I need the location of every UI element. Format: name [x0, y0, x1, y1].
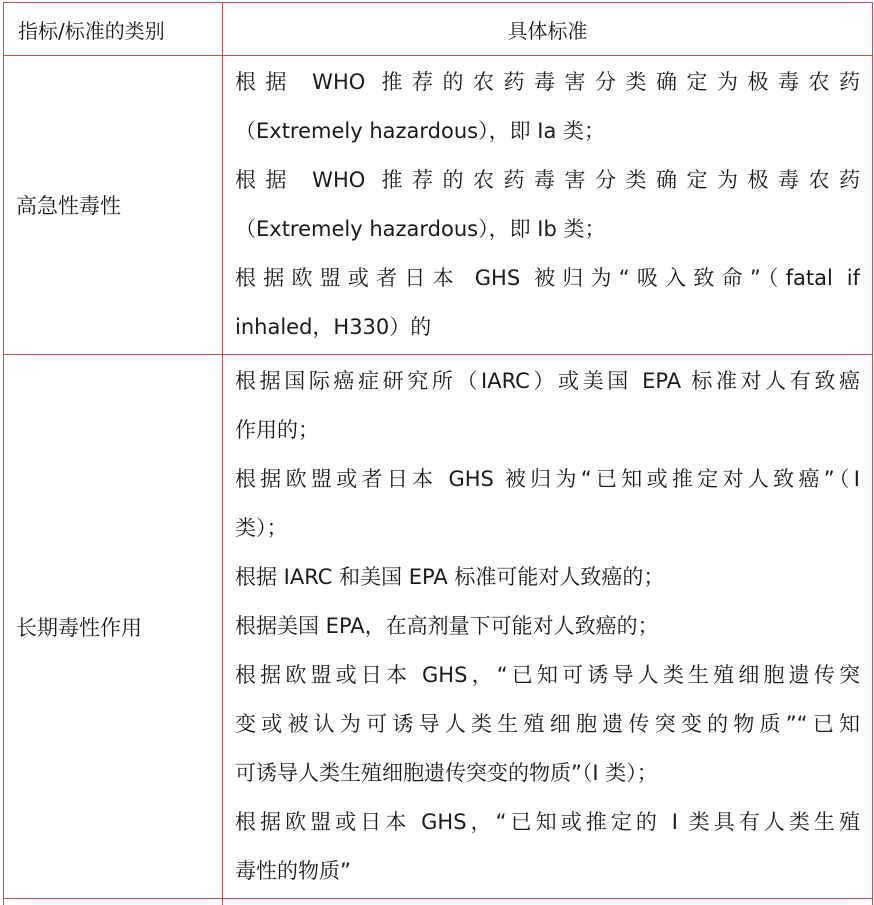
criteria-line: 根据美国 EPA，在高剂量下可能对人致癌的；: [235, 602, 860, 651]
criteria-line: （Extremely hazardous），即 Ib 类；: [235, 205, 860, 254]
table-row-partial: [4, 899, 873, 905]
criteria-line: 根据 IARC 和美国 EPA 标准可能对人致癌的；: [235, 553, 860, 602]
criteria-line: 根据欧盟或日本 GHS，“已知或推定的 I 类具有人类生殖: [235, 798, 860, 847]
table-row: [4, 56, 873, 355]
criteria-line: （Extremely hazardous），即 Ia 类；: [235, 107, 860, 156]
criteria-table: [3, 2, 873, 905]
empty-cell: [223, 899, 873, 905]
criteria-line: inhaled，H330）的: [235, 303, 860, 352]
criteria-line: 毒性的物质”: [235, 847, 860, 896]
criteria-cell: [223, 355, 873, 899]
category-cell: 高急性毒性: [4, 56, 223, 355]
empty-cell: [4, 899, 223, 905]
criteria-line: 作用的；: [235, 406, 860, 455]
category-cell: 长期毒性作用: [4, 355, 223, 899]
criteria-line: 根据 WHO 推荐的农药毒害分类确定为极毒农药: [235, 58, 860, 107]
criteria-cell: [223, 56, 873, 355]
criteria-line: 根据欧盟或者日本 GHS 被归为“已知或推定对人致癌”（I: [235, 455, 860, 504]
criteria-line: 变或被认为可诱导人类生殖细胞遗传突变的物质”“已知: [235, 700, 860, 749]
criteria-line: 根据 WHO 推荐的农药毒害分类确定为极毒农药: [235, 156, 860, 205]
criteria-line: 根据欧盟或日本 GHS，“已知可诱导人类生殖细胞遗传突: [235, 651, 860, 700]
header-category: 指标/标准的类别: [4, 3, 223, 56]
table-row: [4, 355, 873, 899]
table-header-row: [4, 3, 873, 56]
criteria-line: 根据欧盟或者日本 GHS 被归为“吸入致命”（fatal if: [235, 254, 860, 303]
criteria-line: 类）；: [235, 504, 860, 553]
criteria-line: 根据国际癌症研究所（IARC）或美国 EPA 标准对人有致癌: [235, 357, 860, 406]
header-criteria: 具体标准: [223, 3, 873, 56]
criteria-line: 可诱导人类生殖细胞遗传突变的物质”（I 类）；: [235, 749, 860, 798]
